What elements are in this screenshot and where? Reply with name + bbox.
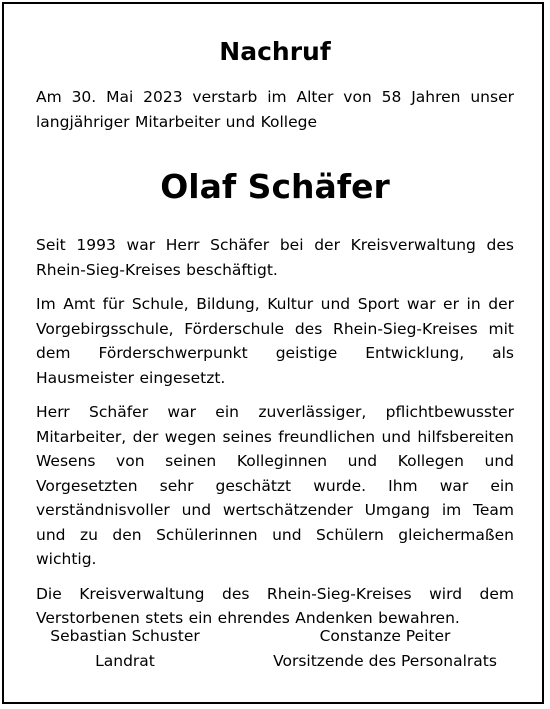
paragraph-employment: Seit 1993 war Herr Schäfer bei der Kreisverwaltung des Rhein-Sieg-Kreises beschäftigt. <box>36 236 514 279</box>
signature-title: Vorsitzende des Personalrats <box>273 652 497 670</box>
signature-name: Constanze Peiter <box>319 627 451 645</box>
paragraph-character: Herr Schäfer war ein zuverlässiger, pflichtbewusster Mitarbeiter, der wegen seines freundlichen und hilfsbereiten Wesens von seinen Kolleginnen und Kollegen und Vorgesetzten sehr geschätzt wurde. Ihm war ein verständnisvoller und wertschätzender Umgang im Team und zu den Schülerinnen und Schülern gleichermaßen wichtig. <box>36 403 514 568</box>
paragraph-remembrance: Die Kreisverwaltung des Rhein-Sieg-Kreises wird dem Verstorbenen stets ein ehrendes Andenken bewahren. <box>36 584 514 627</box>
signature-landrat <box>36 624 214 674</box>
obituary-heading: Nachruf <box>219 37 331 66</box>
intro-text: Am 30. Mai 2023 verstarb im Alter von 58 Jahren unser langjähriger Mitarbeiter und Kollege <box>36 88 514 131</box>
signature-name: Sebastian Schuster <box>50 627 200 645</box>
paragraph-position: Im Amt für Schule, Bildung, Kultur und Sport war er in der Vorgebirgsschule, Förderschule des Rhein-Sieg-Kreises mit dem Förderschwerpunkt geistige Entwicklung, als Hausmeister eingesetzt. <box>36 295 514 387</box>
obituary-content <box>36 36 514 631</box>
signature-personalrat <box>256 624 514 674</box>
signature-title: Landrat <box>95 652 155 670</box>
signatures <box>36 624 514 674</box>
deceased-name: Olaf Schäfer <box>160 167 390 206</box>
